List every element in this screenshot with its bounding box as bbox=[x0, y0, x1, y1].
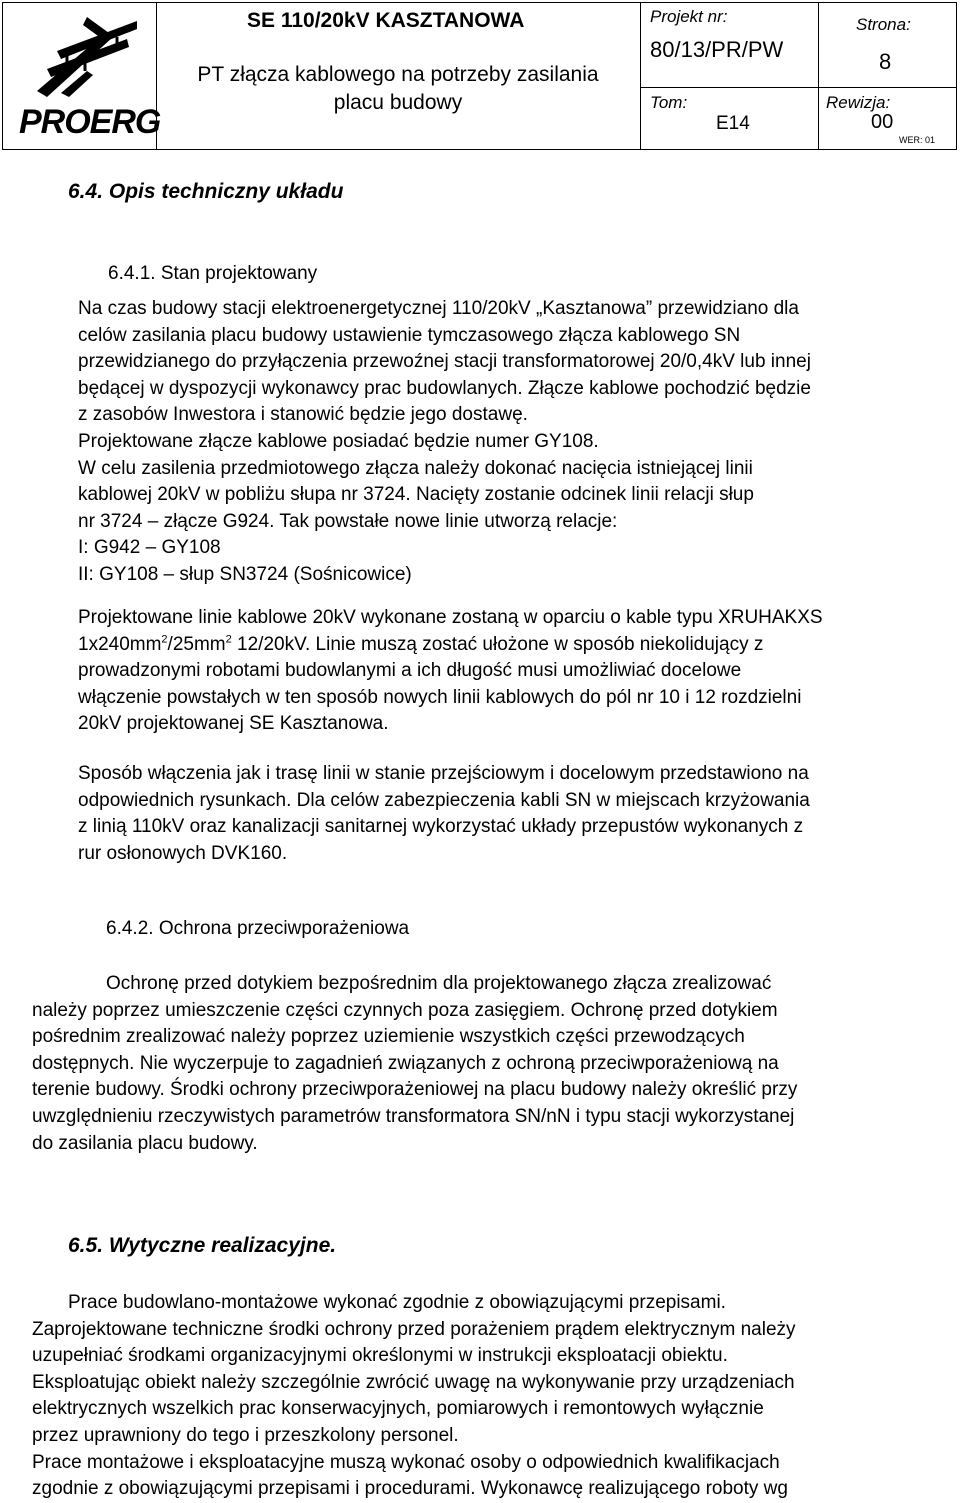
text-line: Projektowane złącze kablowe posiadać będzie numer GY108. bbox=[78, 430, 599, 452]
text-line: Projektowane linie kablowe 20kV wykonane zostaną w oparciu o kable typu XRUHAKXS bbox=[78, 607, 823, 628]
text-line: W celu zasilenia przedmiotowego złącza należy dokonać nacięcia istniejącej linii bbox=[78, 457, 753, 479]
text-line: pośrednim zrealizować należy poprzez uziemienie wszystkich części przewodzących bbox=[32, 1026, 745, 1048]
subtitle-line: placu budowy bbox=[333, 91, 463, 114]
text-line: Prace montażowe i eksploatacyjne muszą wykonać osoby o odpowiednich kwalifikacjach bbox=[32, 1451, 780, 1473]
header-divider bbox=[640, 87, 956, 88]
paragraph-protection bbox=[32, 971, 797, 1157]
text-line: Prace budowlano-montażowe wykonać zgodnie z obowiązującymi przepisami. bbox=[68, 1292, 726, 1313]
text-line: Na czas budowy stacji elektroenergetycznej 110/20kV „Kasztanowa” przewidziano dla bbox=[78, 298, 799, 319]
text-line: przez uprawniony do tego i przeszkolony personel. bbox=[32, 1424, 459, 1446]
text-line: Sposób włączenia jak i trasę linii w stanie przejściowym i docelowym przedstawiono na bbox=[78, 763, 809, 784]
logo-text: PROERG bbox=[19, 103, 161, 141]
power-pole-icon bbox=[17, 11, 145, 101]
text-line: zgodnie z obowiązującymi przepisami i procedurami. Wykonawcę realizującego roboty wg bbox=[32, 1478, 788, 1500]
text-line: z linią 110kV oraz kanalizacji sanitarnej wykorzystać układy przepustów wykonanych z bbox=[78, 816, 804, 838]
text-line: uzupełniać środkami organizacyjnymi określonymi w instrukcji eksploatacji obiektu. bbox=[32, 1345, 728, 1367]
subsection-heading: 6.4.1. Stan projektowany bbox=[108, 263, 318, 284]
text-line: do zasilania placu budowy. bbox=[32, 1132, 258, 1154]
text-line: Zaprojektowane techniczne środki ochrony przed porażeniem prądem elektrycznym należy bbox=[32, 1318, 796, 1340]
superscript: 2 bbox=[161, 633, 168, 646]
text-line: elektrycznych wszelkich prac konserwacyjnych, pomiarowych i remontowych wyłącznie bbox=[32, 1398, 764, 1420]
project-number-value: 80/13/PR/PW bbox=[650, 37, 784, 62]
project-subtitle bbox=[156, 63, 640, 115]
header-divider bbox=[640, 3, 641, 149]
document-header bbox=[2, 2, 957, 150]
text-line: dostępnych. Nie wyczerpuje to zagadnień związanych z ochroną przeciwporażeniową na bbox=[32, 1052, 779, 1074]
version-label: WER: 01 bbox=[899, 135, 936, 145]
text-line: rur osłonowych DVK160. bbox=[78, 842, 288, 864]
text-span: 12/20kV. Linie muszą zostać ułożone w sposób niekolidujący z bbox=[231, 633, 764, 655]
project-number-label: Projekt nr: bbox=[650, 7, 728, 26]
section-heading: 6.5. Wytyczne realizacyjne. bbox=[68, 1234, 337, 1257]
text-line: Ochronę przed dotykiem bezpośrednim dla projektowanego złącza zrealizować bbox=[106, 973, 772, 994]
volume-label: Tom: bbox=[650, 93, 688, 112]
subtitle-line: PT złącza kablowego na potrzeby zasilania bbox=[197, 63, 599, 86]
revision-value: 00 bbox=[871, 111, 894, 133]
company-logo bbox=[17, 11, 161, 141]
page-number: 8 bbox=[879, 49, 892, 74]
text-line: uwzględnieniu rzeczywistych parametrów transformatora SN/nN i typu stacji wykorzystanej bbox=[32, 1105, 795, 1127]
text-span: 1x240mm bbox=[78, 633, 162, 655]
text-line: II: GY108 – słup SN3724 (Sośnicowice) bbox=[78, 563, 412, 585]
text-line: z zasobów Inwestora i stanowić będzie jego dostawę. bbox=[78, 404, 528, 426]
revision-label: Rewizja: bbox=[826, 93, 891, 112]
header-divider bbox=[818, 3, 819, 149]
text-line: odpowiednich rysunkach. Dla celów zabezpieczenia kabli SN w miejscach krzyżowania bbox=[78, 789, 810, 811]
volume-value: E14 bbox=[716, 113, 750, 134]
text-line: celów zasilania placu budowy ustawienie tymczasowego złącza kablowego SN bbox=[78, 324, 741, 346]
subsection-heading: 6.4.2. Ochrona przeciwporażeniowa bbox=[106, 918, 410, 939]
paragraph-guidelines bbox=[32, 1290, 796, 1503]
text-line: Eksploatując obiekt należy szczególnie zwrócić uwagę na wykonywanie przy urządzeniach bbox=[32, 1371, 795, 1393]
text-line bbox=[78, 632, 823, 659]
text-line: kablowej 20kV w pobliżu słupa nr 3724. Nacięty zostanie odcinek linii relacji słup bbox=[78, 484, 754, 506]
paragraph-stan-projektowany bbox=[78, 296, 811, 589]
page-label: Strona: bbox=[856, 15, 911, 34]
text-line: przewidzianego do przyłączenia przewoźnej stacji transformatorowej 20/0,4kV lub innej bbox=[78, 351, 811, 373]
project-title: SE 110/20kV KASZTANOWA bbox=[247, 9, 525, 32]
text-span: /25mm bbox=[167, 633, 226, 655]
text-line: włączenie powstałych w ten sposób nowych linii kablowych do pól nr 10 i 12 rozdzielni bbox=[78, 686, 802, 708]
text-line: nr 3724 – złącze G924. Tak powstałe nowe linie utworzą relacje: bbox=[78, 510, 618, 532]
paragraph-route bbox=[78, 761, 810, 867]
text-line: prowadzonymi robotami budowlanymi a ich długość musi umożliwiać docelowe bbox=[78, 660, 742, 682]
text-line: będącej w dyspozycji wykonawcy prac budowlanych. Złącze kablowe pochodzić będzie bbox=[78, 377, 811, 399]
text-line: 20kV projektowanej SE Kasztanowa. bbox=[78, 713, 389, 735]
section-heading: 6.4. Opis techniczny układu bbox=[68, 180, 344, 203]
text-line: terenie budowy. Środki ochrony przeciwporażeniowej na placu budowy należy określić przy bbox=[32, 1079, 798, 1101]
paragraph-cables bbox=[78, 605, 823, 738]
superscript: 2 bbox=[225, 633, 232, 646]
text-line: należy poprzez umieszczenie części czynnych poza zasięgiem. Ochronę przed dotykiem bbox=[32, 999, 778, 1021]
text-line: I: G942 – GY108 bbox=[78, 537, 221, 559]
